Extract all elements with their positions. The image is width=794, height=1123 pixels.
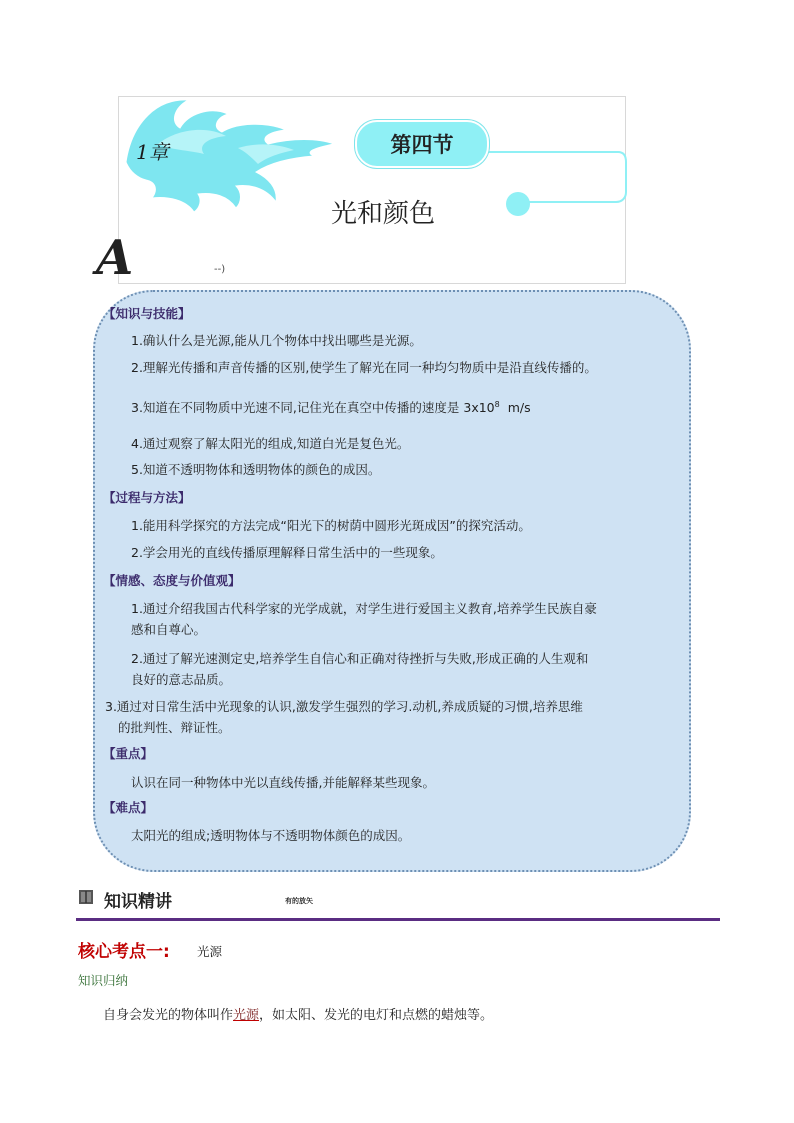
heading-difficulty: 【难点】 [103, 800, 154, 815]
objective-line: 3.通过对日常生活中光现象的认识,激发学生强烈的学习.动机,养成质疑的习惯,培养思维 [105, 699, 583, 714]
objective-line: 的批判性、辩证性。 [118, 720, 231, 735]
objective-line: 1.通过介绍我国古代科学家的光学成就，对学生进行爱国主义教育,培养学生民族自豪 [131, 601, 597, 616]
section-title: 知识精讲 [104, 892, 172, 912]
objective-line: 1.确认什么是光源,能从几个物体中找出哪些是光源。 [131, 333, 422, 348]
objective-line: 5.知道不透明物体和透明物体的颜色的成因。 [131, 462, 381, 477]
objective-line: 2.学会用光的直线传播原理解释日常生活中的一些现象。 [131, 545, 443, 560]
speed-prefix: 3.知道在不同物质中光速不同,记住光在真空中传播的速度是 3x10 [131, 400, 495, 415]
heading-attitude-values: 【情感、态度与价值观】 [103, 573, 241, 588]
core-point-label: 核心考点一: [78, 942, 170, 962]
decorative-letter: A [96, 230, 134, 286]
speed-unit: m/s [507, 400, 531, 415]
lesson-title: 光和颜色 [330, 199, 435, 229]
objective-line: 良好的意志品质。 [131, 672, 232, 687]
book-icon [78, 889, 94, 905]
objective-line: 感和自尊心。 [131, 622, 207, 637]
heading-process-method: 【过程与方法】 [103, 490, 191, 505]
objective-line: 2.理解光传播和声音传播的区别,使学生了解光在同一种均匀物质中是沿直线传播的。 [131, 360, 597, 375]
objective-line: 1.能用科学探究的方法完成“阳光下的树荫中圆形光斑成因”的探究活动。 [131, 518, 531, 533]
summary-label: 知识归纳 [78, 973, 129, 988]
objective-line: 2.通过了解光速测定史,培养学生自信心和正确对待挫折与失败,形成正确的人生观和 [131, 651, 589, 666]
definition-text [103, 1004, 493, 1023]
letter-mark: --) [214, 264, 226, 275]
heading-knowledge-skills: 【知识与技能】 [103, 306, 191, 321]
section-label: 第四节 [390, 133, 454, 157]
section-badge [355, 120, 489, 168]
definition-after: ，如太阳、发光的电灯和点燃的蜡烛等。 [259, 1008, 494, 1023]
definition-before: 自身会发光的物体叫作 [103, 1008, 234, 1023]
chapter-label: 1章 [136, 140, 169, 164]
section-subtitle: 有的放矢 [285, 897, 313, 905]
section-divider [76, 918, 720, 921]
heading-key-point: 【重点】 [103, 746, 154, 761]
objective-line-speed [131, 398, 531, 416]
definition-term: 光源 [233, 1008, 260, 1023]
core-point-topic: 光源 [197, 944, 223, 959]
objective-line: 4.通过观察了解太阳光的组成,知道白光是复色光。 [131, 436, 410, 451]
speed-exponent: 8 [494, 399, 500, 409]
objective-line: 认识在同一种物体中光以直线传播,并能解释某些现象。 [131, 775, 435, 790]
objective-line: 太阳光的组成;透明物体与不透明物体颜色的成因。 [131, 828, 411, 843]
